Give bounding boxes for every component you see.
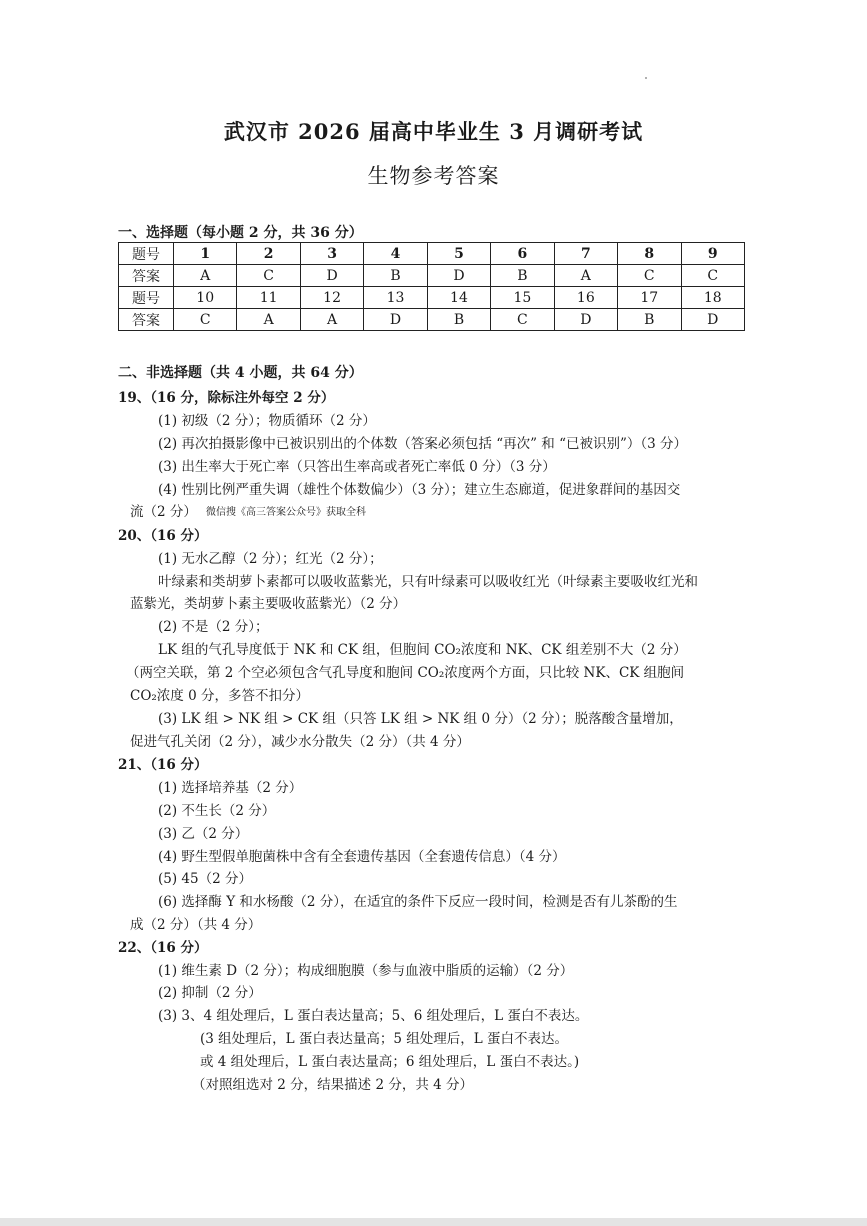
question-20-header: 20、（16 分） <box>118 528 208 544</box>
answer-line: (3) 出生率大于死亡率（只答出生率高或者死亡率低 0 分）（3 分） <box>158 459 556 475</box>
answer-line: (4) 野生型假单胞菌株中含有全套遗传基因（全套遗传信息）（4 分） <box>158 849 566 865</box>
question-number: 16 <box>554 287 617 309</box>
question-number: 5 <box>427 243 490 265</box>
question-number: 6 <box>491 243 554 265</box>
answer-line: (6) 选择酶 Y 和水杨酸（2 分），在适宜的条件下反应一段时间，检测是否有儿茶酚的生 <box>158 894 678 910</box>
answer-line: (4) 性别比例严重失调（雄性个体数偏少）（3 分）；建立生态廊道，促进象群间的基因交 <box>158 482 681 498</box>
answer-line: 蓝紫光，类胡萝卜素主要吸收蓝紫光）（2 分） <box>130 596 407 612</box>
question-number: 13 <box>364 287 427 309</box>
table-row <box>119 309 745 331</box>
answer-cell: A <box>237 309 300 331</box>
answer-line: 或 4 组处理后，L 蛋白表达量高；6 组处理后，L 蛋白不表达。) <box>200 1054 580 1070</box>
scan-edge <box>0 1218 867 1226</box>
answer-cell: A <box>174 265 237 287</box>
answer-cell: B <box>364 265 427 287</box>
page-title: 武汉市 2026 届高中毕业生 3 月调研考试 <box>223 119 644 144</box>
answer-cell: C <box>237 265 300 287</box>
answer-line: 流（2 分） <box>130 504 197 520</box>
question-21-header: 21、（16 分） <box>118 757 208 773</box>
row-label-number: 题号 <box>119 287 174 309</box>
answer-line: (3) 3、4 组处理后，L 蛋白表达量高；5、6 组处理后，L 蛋白不表达。 <box>158 1008 589 1024</box>
table-row <box>119 287 745 309</box>
speck <box>645 77 647 79</box>
answer-line: （两空关联，第 2 个空必须包含气孔导度和胞间 CO₂浓度两个方面，只比较 NK、CK 组胞间 <box>126 665 685 681</box>
answer-cell: D <box>554 309 617 331</box>
watermark-note: 微信搜《高三答案公众号》获取全科 <box>206 507 366 518</box>
answer-line: 叶绿素和类胡萝卜素都可以吸收蓝紫光，只有叶绿素可以吸收红光（叶绿素主要吸收红光和 <box>158 574 698 590</box>
answer-cell: C <box>491 309 554 331</box>
answer-cell: A <box>554 265 617 287</box>
question-number: 12 <box>300 287 363 309</box>
answer-line: (1) 选择培养基（2 分） <box>158 780 303 796</box>
question-number: 9 <box>681 243 745 265</box>
table-row <box>119 243 745 265</box>
answer-line: (3) 乙（2 分） <box>158 826 249 842</box>
answer-line: 成（2 分）（共 4 分） <box>130 917 262 933</box>
question-number: 3 <box>300 243 363 265</box>
answer-line: 促进气孔关闭（2 分），减少水分散失（2 分）（共 4 分） <box>130 734 470 750</box>
answer-line: (5) 45（2 分） <box>158 871 252 887</box>
page-subtitle: 生物参考答案 <box>367 164 500 188</box>
question-number: 10 <box>174 287 237 309</box>
answer-line: (2) 再次拍摄影像中已被识别出的个体数（答案必须包括 “再次” 和 “已被识别”）（3 分） <box>158 436 688 452</box>
section1-heading: 一、选择题（每小题 2 分，共 36 分） <box>118 225 363 241</box>
answer-line: (1) 初级（2 分）；物质循环（2 分） <box>158 413 376 429</box>
answer-cell: B <box>491 265 554 287</box>
answer-table <box>118 242 745 331</box>
question-22-header: 22、（16 分） <box>118 940 208 956</box>
question-number: 14 <box>427 287 490 309</box>
answer-cell: A <box>300 309 363 331</box>
answer-cell: D <box>427 265 490 287</box>
answer-line: (3) LK 组 > NK 组 > CK 组（只答 LK 组 > NK 组 0 分）（2 分）；脱落酸含量增加， <box>158 711 683 727</box>
answer-cell: C <box>681 265 745 287</box>
question-number: 11 <box>237 287 300 309</box>
answer-cell: D <box>681 309 745 331</box>
question-number: 4 <box>364 243 427 265</box>
table-row <box>119 265 745 287</box>
question-number: 2 <box>237 243 300 265</box>
answer-line: LK 组的气孔导度低于 NK 和 CK 组，但胞间 CO₂浓度和 NK、CK 组差别不大（2 分） <box>158 642 687 658</box>
answer-cell: D <box>300 265 363 287</box>
answer-cell: B <box>618 309 681 331</box>
answer-line: (2) 抑制（2 分） <box>158 985 262 1001</box>
answer-line: (2) 不生长（2 分） <box>158 803 276 819</box>
question-number: 7 <box>554 243 617 265</box>
question-19-header: 19、（16 分，除标注外每空 2 分） <box>118 390 335 406</box>
question-number: 1 <box>174 243 237 265</box>
answer-line: (1) 无水乙醇（2 分）；红光（2 分）； <box>158 551 383 567</box>
section2-heading: 二、非选择题（共 4 小题，共 64 分） <box>118 365 363 381</box>
question-number: 17 <box>618 287 681 309</box>
row-label-answer: 答案 <box>119 309 174 331</box>
answer-cell: B <box>427 309 490 331</box>
answer-line: (3 组处理后，L 蛋白表达量高；5 组处理后，L 蛋白不表达。 <box>200 1031 569 1047</box>
row-label-answer: 答案 <box>119 265 174 287</box>
question-number: 15 <box>491 287 554 309</box>
row-label-number: 题号 <box>119 243 174 265</box>
answer-cell: C <box>174 309 237 331</box>
answer-line: （对照组选对 2 分，结果描述 2 分，共 4 分） <box>192 1077 474 1093</box>
question-number: 8 <box>618 243 681 265</box>
answer-cell: D <box>364 309 427 331</box>
answer-cell: C <box>618 265 681 287</box>
answer-line: CO₂浓度 0 分，多答不扣分） <box>130 688 309 704</box>
answer-line: (2) 不是（2 分）； <box>158 619 269 635</box>
question-number: 18 <box>681 287 745 309</box>
answer-line: (1) 维生素 D（2 分）；构成细胞膜（参与血液中脂质的运输）（2 分） <box>158 963 574 979</box>
